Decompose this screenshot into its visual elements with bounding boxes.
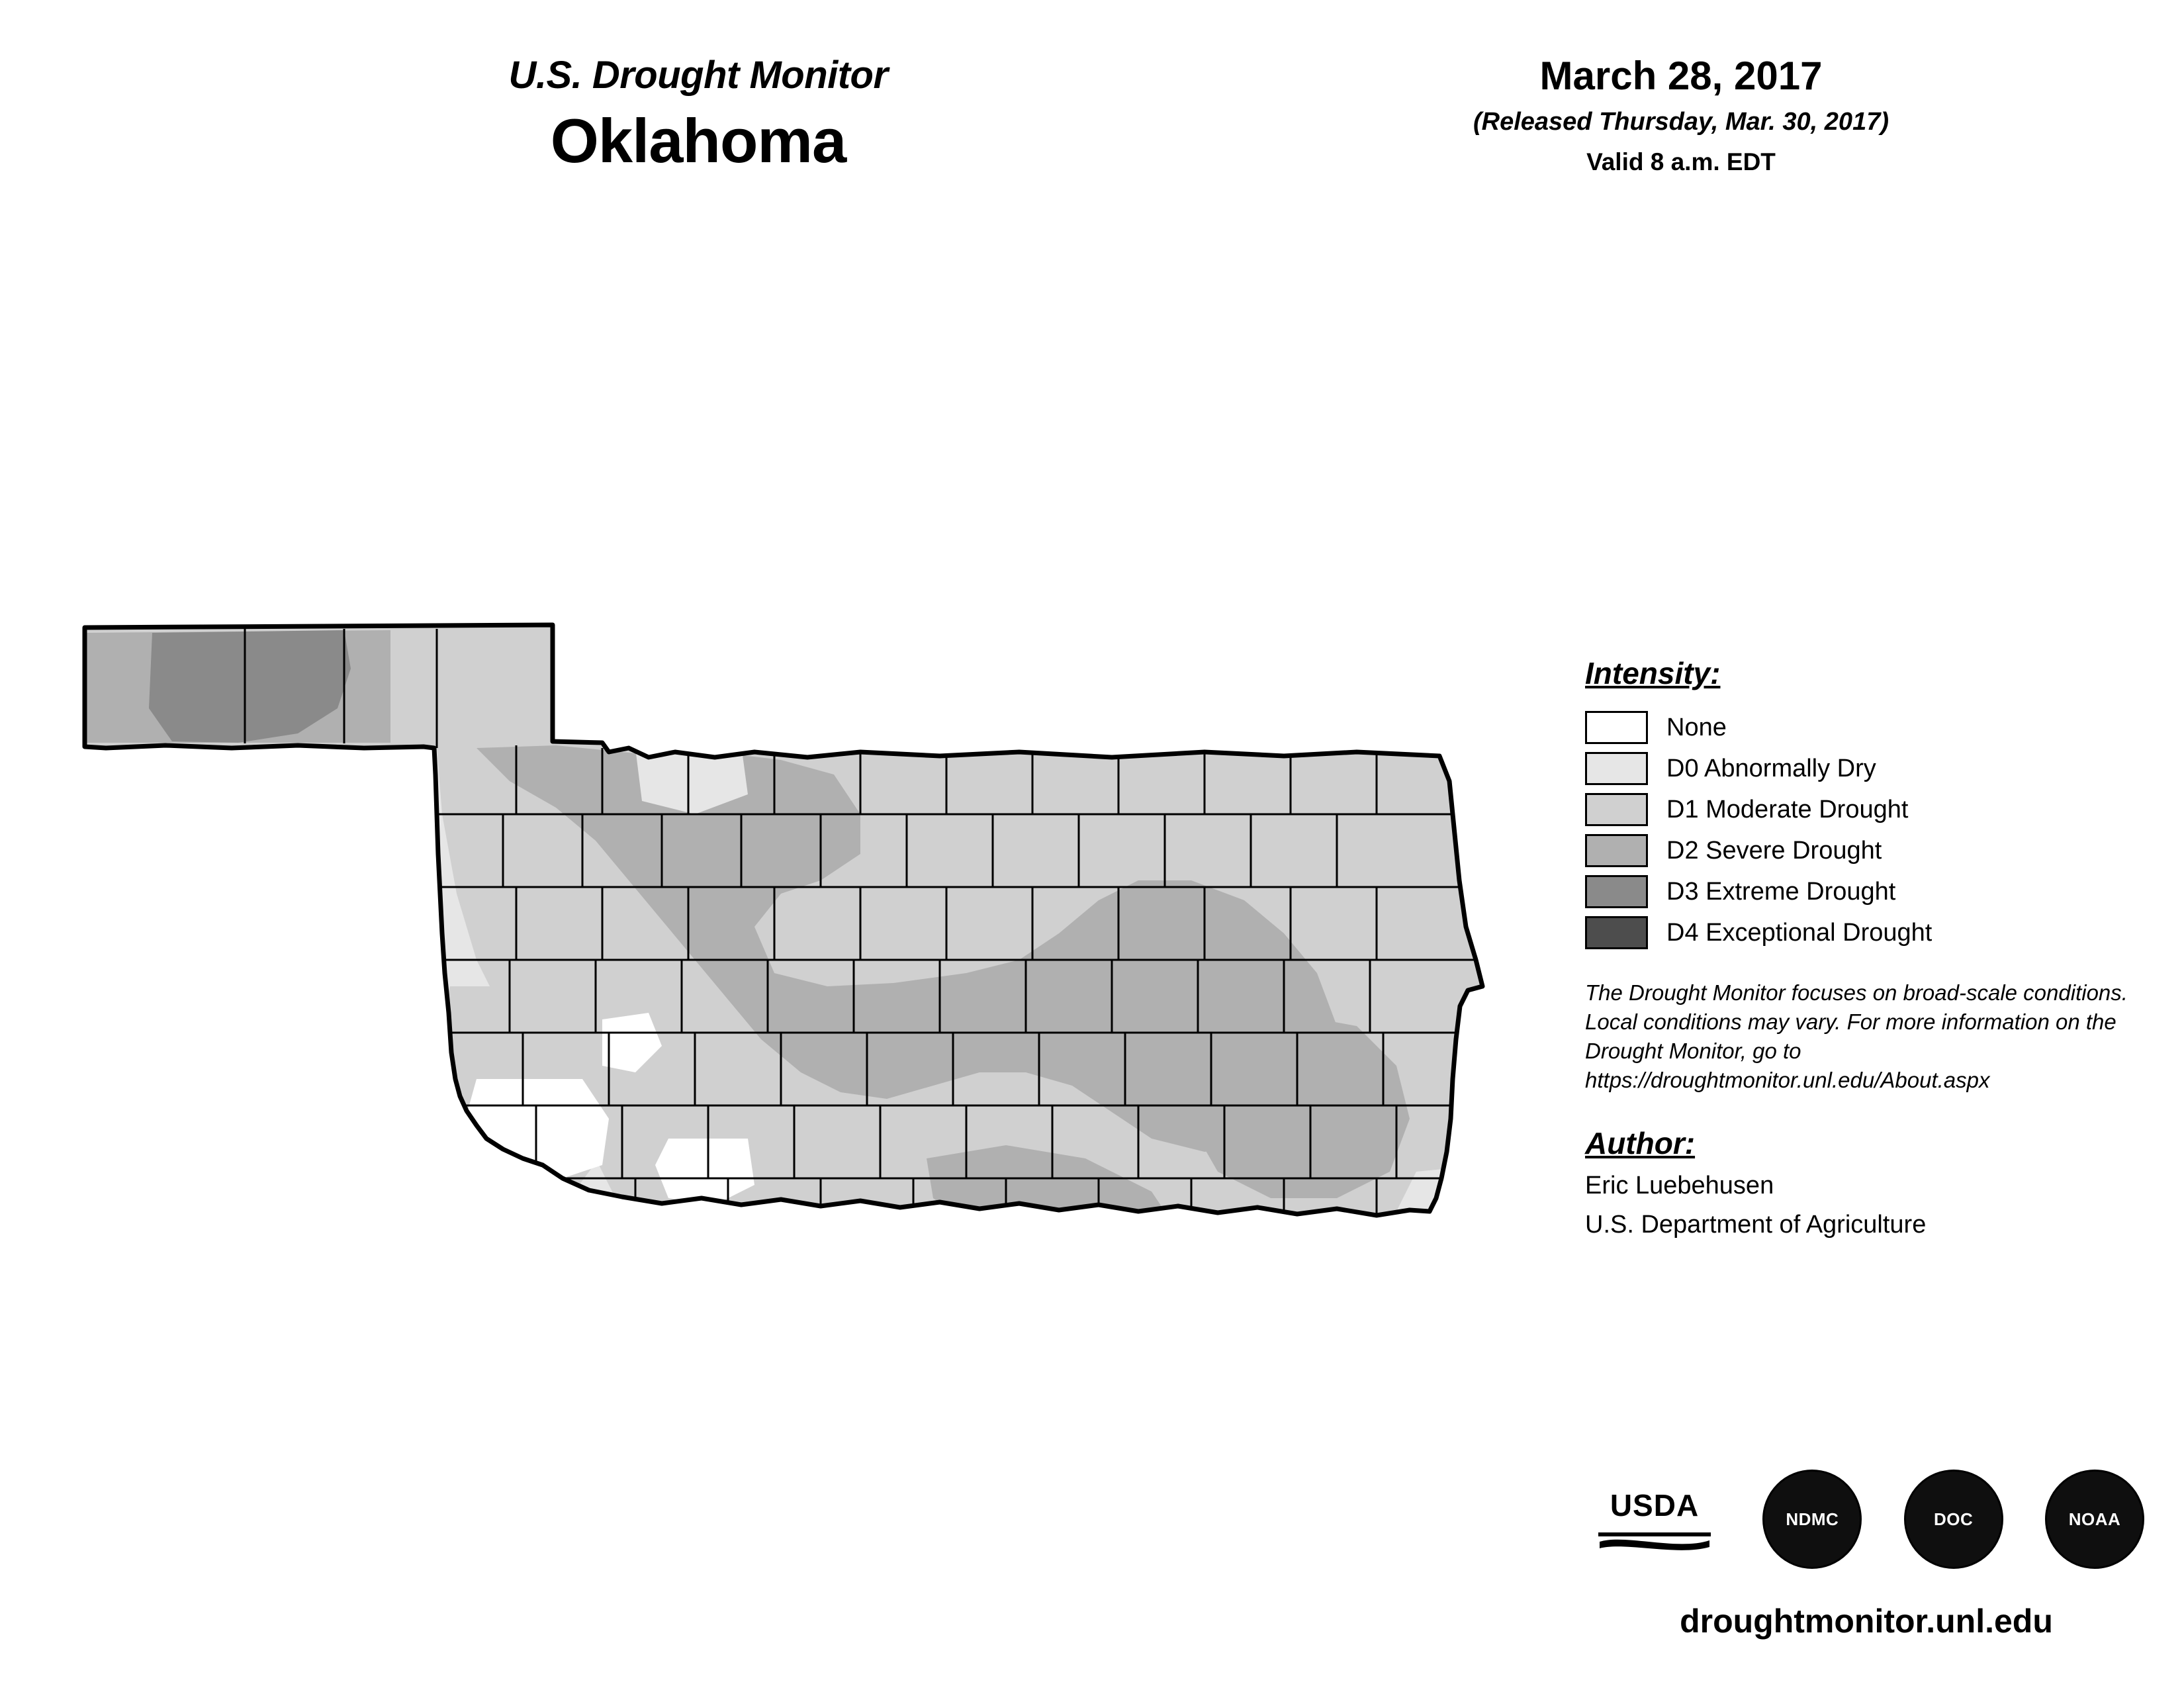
legend-item-d4	[1585, 912, 2128, 953]
legend-swatch-none	[1585, 711, 1648, 744]
legend-swatch-d4	[1585, 916, 1648, 949]
legend-item-d3	[1585, 871, 2128, 912]
legend-note: The Drought Monitor focuses on broad-scale conditions. Local conditions may vary. For more information on the Drought Monitor, go to https://droughtmonitor.unl.edu/About.aspx	[1585, 980, 2128, 1092]
author-affiliation: U.S. Department of Agriculture	[1585, 1210, 1927, 1239]
usdc-logo	[1904, 1470, 2003, 1569]
page-title-program: U.S. Drought Monitor	[508, 54, 888, 97]
usda-logo	[1588, 1473, 1721, 1566]
map-date-block	[1343, 53, 2019, 176]
legend-swatch-d0	[1585, 752, 1648, 785]
legend-swatch-d3	[1585, 875, 1648, 908]
legend-label-d1: D1 Moderate Drought	[1666, 795, 1909, 823]
legend-panel	[1585, 655, 2128, 1239]
author-name: Eric Luebehusen	[1585, 1171, 1774, 1199]
legend-label-d4: D4 Exceptional Drought	[1666, 918, 1933, 947]
oklahoma-drought-map	[79, 616, 1522, 1357]
release-date: (Released Thursday, Mar. 30, 2017)	[1473, 108, 1889, 136]
legend-item-d0	[1585, 748, 2128, 789]
legend-swatch-d2	[1585, 834, 1648, 867]
usda-wordmark: USDA	[1610, 1488, 1700, 1523]
noaa-logo	[2045, 1470, 2144, 1569]
usdc-logo-text: DOC	[1934, 1509, 1974, 1529]
logo-strip	[1588, 1460, 2144, 1579]
legend-label-none: None	[1666, 713, 1727, 741]
footer-url[interactable]: droughtmonitor.unl.edu	[1680, 1603, 2053, 1640]
ndmc-logo	[1762, 1470, 1862, 1569]
legend-item-d2	[1585, 830, 2128, 871]
legend-item-d1	[1585, 789, 2128, 830]
valid-time: Valid 8 a.m. EDT	[1586, 148, 1776, 175]
legend-swatch-d1	[1585, 793, 1648, 826]
legend-label-d3: D3 Extreme Drought	[1666, 877, 1896, 906]
legend-label-d2: D2 Severe Drought	[1666, 836, 1882, 865]
legend-item-none	[1585, 707, 2128, 748]
ndmc-logo-text: NDMC	[1786, 1509, 1839, 1529]
legend-heading: Intensity:	[1585, 656, 1721, 690]
map-title-block	[285, 53, 1112, 177]
valid-date: March 28, 2017	[1539, 54, 1823, 98]
legend-label-d0: D0 Abnormally Dry	[1666, 754, 1876, 782]
noaa-logo-text: NOAA	[2068, 1509, 2121, 1529]
usda-swoosh-icon	[1598, 1528, 1711, 1551]
author-heading: Author:	[1585, 1125, 1696, 1160]
page-title-state: Oklahoma	[550, 106, 846, 175]
